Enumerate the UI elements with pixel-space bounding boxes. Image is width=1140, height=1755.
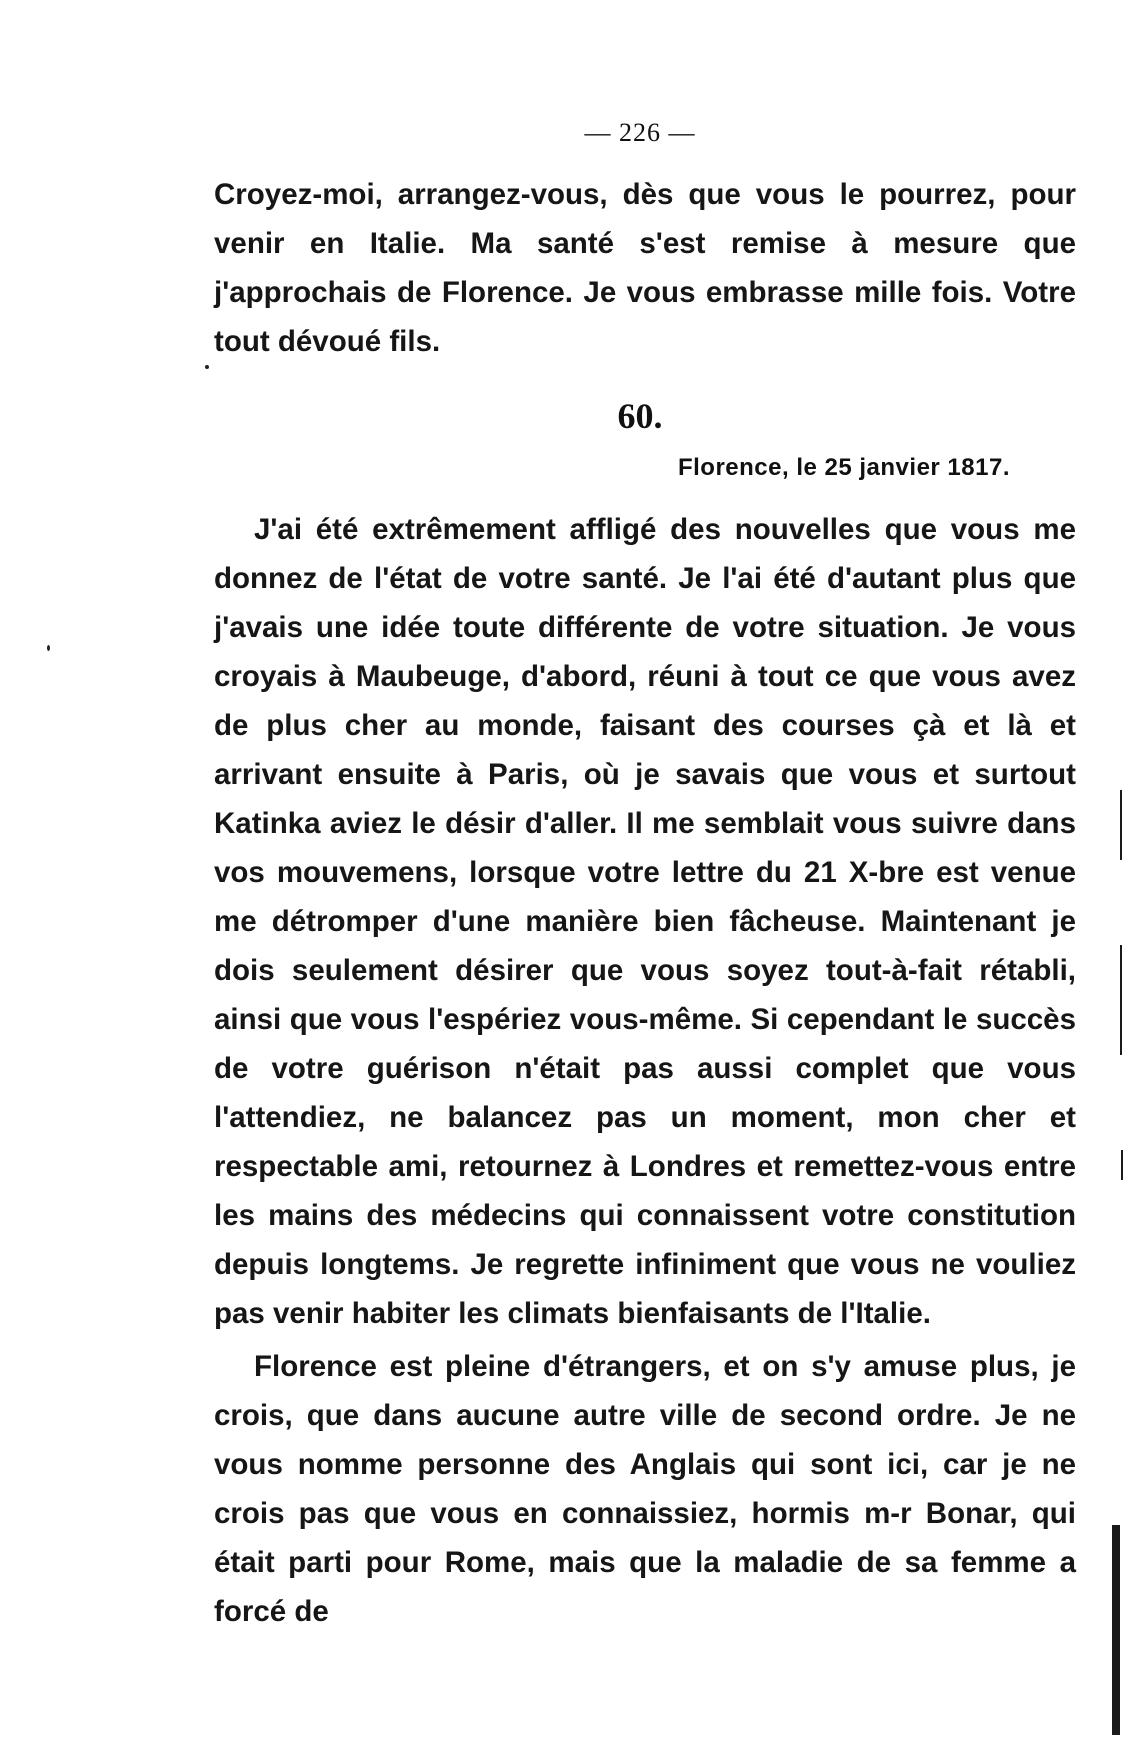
scan-edge-line (1120, 790, 1122, 860)
letter-paragraph-2: Florence est pleine d'étrangers, et on s'y amuse plus, je crois, que dans aucune autre ville de second ordre. Je ne vous nomme personne des Anglais qui sont ici, car je ne crois pas que vous en connaissiez, hormis m-r Bonar, qui était parti pour Rome, mais que la maladie de sa femme a forcé de (214, 1350, 1076, 1628)
scan-edge-line (1120, 945, 1122, 1055)
letter-number: 60. (617, 396, 663, 436)
intro-paragraph (214, 170, 1076, 366)
letter-dateline: Florence, le 25 janvier 1817. (677, 454, 1010, 481)
intro-text: Croyez-moi, arrangez-vous, dès que vous le pourrez, pour venir en Italie. Ma santé s'est remise à mesure que j'approchais de Florence. Je vous embrasse mille fois. Votre tout dévoué fils. (214, 178, 1076, 358)
scan-edge-bar (1112, 1525, 1120, 1735)
letter-body (214, 505, 1076, 1636)
scan-speck (47, 645, 50, 651)
letter-paragraph-1: J'ai été extrêmement affligé des nouvelles que vous me donnez de l'état de votre santé. Je l'ai été d'autant plus que j'avais une idée toute différente de votre situation. Je vous croyais à Maubeuge, d'abord, réuni à tout ce que vous avez de plus cher au monde, faisant des courses çà et là et arrivant ensuite à Paris, où je savais que vous et surtout Katinka aviez le désir d'aller. Il me semblait vous suivre dans vos mouvemens, lorsque votre lettre du 21 X-bre est venue me détromper d'une manière bien fâcheuse. Maintenant je dois seulement désirer que vous soyez tout-à-fait rétabli, ainsi que vous l'espériez vous-même. Si cependant le succès de votre guérison n'était pas aussi complet que vous l'attendiez, ne balancez pas un moment, mon cher et respectable ami, retournez à Londres et remettez-vous entre les mains des médecins qui connaissent votre constitution depuis longtems. Je regrette infiniment que vous ne vouliez pas venir habiter les climats bienfaisants de l'Italie. (214, 513, 1076, 1330)
scan-speck (205, 365, 209, 369)
scan-edge-line (1121, 1150, 1123, 1180)
page-number: — 226 — (584, 118, 696, 147)
